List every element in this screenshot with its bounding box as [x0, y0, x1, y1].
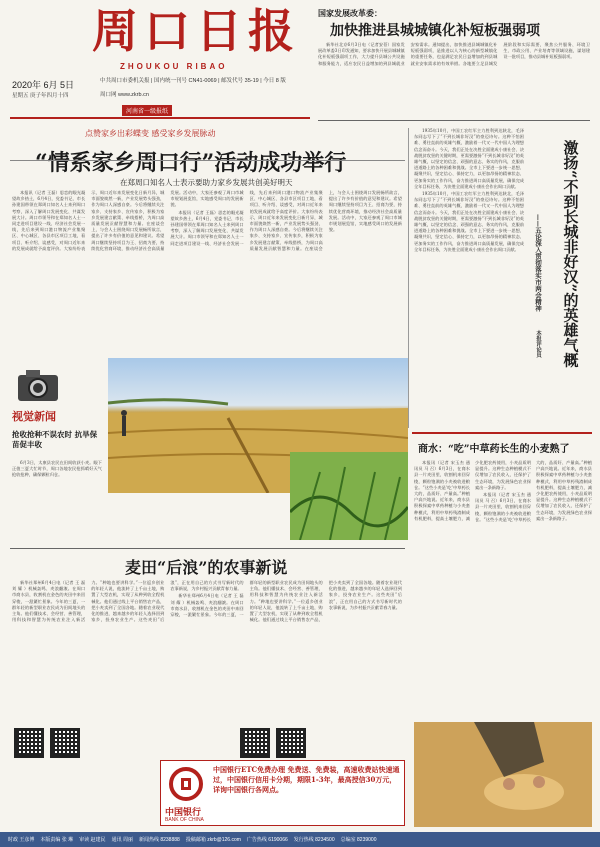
corn-photo: [290, 452, 408, 540]
camera-icon: [12, 365, 67, 405]
top-news-body: 新华社北京6月3日电（记者安蓓）国家发展改革委3日印发通知，要求加快开展县城城镇化补短板强弱项工作，大力提升县城公共设施和服务能力，适应农民日益增加的到县城就业安家需求。通知提出，加快推进县城城镇化补短板强弱项，是推进以人为核心的新型城镇化的重要任务，也是满足农民日益增加的到县城就业安家需求的有效举措。各地要立足县城发展阶段和实际需要，聚焦公共服务、环境卫生、市政公用、产业培育等领域设施，谋划建设一批项目，推动县城补短板强弱项。: [318, 42, 590, 66]
visual-news-caption: 6月3日，太康县农民在田间收获小麦。眼下正值三夏大忙时节，周口各地农民抢抓晴好天气抢收抢种，确保颗粒归仓。: [12, 460, 102, 478]
feature-body: 新华社郑州6月4日电（记者 王 磊 刘 耀 ）机械轰鸣、麦浪翻滚。在周口市商水县，收割机在金色的麦田中来回穿梭，一派繁忙景象。今年的三夏，一群年轻的新型职业农民成为田间地头的主角。他们懂技术、会经营、善管理，用科技和智慧为传统农业注入新活力。“种地也要讲科学。”一位返乡创业的年轻人说，他流转了上千亩土地，购置了大型农机，实现了从种到收全程机械化。他们通过线上平台销售农产品，把小麦卖到了全国各地。随着农业现代化的推进，越来越多的年轻人选择回到家乡，投身农业生产。这些麦田“后浪”，正在用自己的方式书写新时代的农事新说，为乡村振兴贡献青春力量。 新华社郑州6月4日电（记者 王 磊 刘 耀 ）机械轰鸣、麦浪翻滚。在周口市商水县，收割机在金色的麦田中来回穿梭，一派繁忙景象。今年的三夏，一群年轻的新型职业农民成为田间地头的主角。他们懂技术、会经营、善管理，用科技和智慧为传统农业注入新活力。“种地也要讲科学。”一位返乡创业的年轻人说，他流转了上千亩土地，购置了大型农机，实现了从种到收全程机械化。他们通过线上平台销售农产品，把小麦卖到了全国各地。随着农业现代化的推进，越来越多的年轻人选择回到家乡，投身农业生产。这些麦田“后浪”，正在用自己的方式书写新时代的农事新说，为乡村振兴贡献青春力量。: [12, 580, 402, 623]
top-news-divider: [318, 120, 590, 121]
issue-date: 2020年 6月 5日: [12, 80, 75, 90]
footer-item: 总编室 8239000: [340, 837, 377, 843]
editorial-vertical-subhead: ——五论深入贯彻落实市两会精神: [534, 214, 542, 312]
footer-item: 新闻热线 8238888: [138, 837, 180, 843]
website[interactable]: 周口网 www.zkrb.cn: [100, 92, 149, 98]
footer-item: 时政 王彦博: [8, 837, 35, 843]
footer-bar: [0, 832, 600, 847]
wheat-headline[interactable]: 商水：“吃”中草药长生的小麦熟了: [418, 444, 570, 455]
qr-code-1: [14, 728, 44, 758]
wheat-photo: [414, 722, 592, 827]
bank-ad[interactable]: [160, 760, 405, 826]
wheat-body: 本报讯（记者 宋玉杰 通讯员 马 召）6月3日，在商水县一片麦田里，收割机来回穿梭，颗粒饱满的小麦被收进粮仓。“这些小麦是‘吃’中草药长大的，品质好、产量高。”种植户高兴地说。近年来，商水县积极探索中草药种植与小麦套种模式，利用中草药残渣制成有机肥料，提高土壤肥力，减少化肥农药使用，小麦品质明显提升。这种生态种植模式不仅增加了农民收入，还保护了生态环境，为发展绿色农业探索出一条新路子。 本报讯（记者 宋玉杰 通讯员 马 召）6月3日，在商水县一片麦田里，收割机来回穿梭，颗粒饱满的小麦被收进粮仓。“这些小麦是‘吃’中草药长大的，品质好、产量高。”种植户高兴地说。近年来，商水县积极探索中草药种植与小麦套种模式，利用中草药残渣制成有机肥料，提高土壤肥力，减少化肥农药使用，小麦品质明显提升。这种生态种植模式不仅增加了农民收入，还保护了生态环境，为发展绿色农业探索出一条新路子。: [414, 460, 592, 522]
wheat-rule: [412, 432, 592, 434]
visual-news-title[interactable]: 抢收抢种不误农时 抗旱保苗促丰收: [12, 430, 98, 449]
ad-slogan: 中国银行ETC免费办理 免费送、免费装，高速收费站快速通过，中国银行信用卡分期，期限1-3年，最高授信30万元，详询中国银行各网点。: [213, 765, 400, 795]
col-divider: [408, 128, 409, 428]
lead-rule: [10, 160, 405, 161]
footer-item: 广告热线 6190066: [246, 837, 288, 843]
editorial-vertical-headline[interactable]: 激扬“不到长城非好汉”的英雄气概: [561, 140, 580, 368]
qr-code-2: [50, 728, 80, 758]
masthead-pinyin: ZHOUKOU RIBAO: [120, 62, 228, 71]
lead-subhead: 在郑周口知名人士表示要助力家乡发展共创美好明天: [120, 178, 293, 187]
lead-headline[interactable]: “情系家乡周口行”活动成功举行: [35, 150, 347, 176]
visual-news-label: 视觉新闻: [12, 411, 56, 423]
feature-headline[interactable]: 麦田“后浪”的农事新说: [125, 558, 288, 577]
editorial-author: 本报评论员: [535, 330, 541, 358]
footer-item: 本版责编 张 琳: [40, 837, 74, 843]
footer-item[interactable]: 投稿邮箱 zkrb@126.com: [185, 837, 241, 843]
lead-body: 本报讯（记者 王磊）思恋的眼光凝望故乡热土，6月4日，党委书记、市长孙建国带领在郑周口知名人士来到周口考察，深入了解周口发展变化、共谋发展大计。周口市领导和在郑知名人士一同走进项目建设一线、经济社会发展一线，先后来到周口港口物流产业集聚区、中心城区、各县市区项目工地，看项目、听介绍、谈感受，对周口近年来的发展成就给予高度评价。大家纷纷表示，周口近年来发展变化日新月异，城市面貌焕然一新，产业发展势头强劲，作为周口人深感自豪。今后将继续关注家乡、支持家乡、宣传家乡，积极为家乡发展建言献策、牵线搭桥，为周口高质量发展贡献智慧和力量。在座谈会上，与会人士围绕周口发展畅所欲言，提出了许多有价值的意见和建议。希望周口继续坚持项目为王、招商为要，持续优化营商环境，推动经济社会高质量发展。活动中，大家还参观了周口市城市规划展览馆，实地感受周口的发展新貌。 本报讯（记者 王磊）思恋的眼光凝望故乡热土，6月4日，党委书记、市长孙建国带领在郑周口知名人士来到周口考察，深入了解周口发展变化、共谋发展大计。周口市领导和在郑知名人士一同走进项目建设一线、经济社会发展一线，先后来到周口港口物流产业集聚区、中心城区、各县市区项目工地，看项目、听介绍、谈感受，对周口近年来的发展成就给予高度评价。大家纷纷表示，周口近年来发展变化日新月异，城市面貌焕然一新，产业发展势头强劲，作为周口人深感自豪。今后将继续关注家乡、支持家乡、宣传家乡，积极为家乡发展建言献策、牵线搭桥，为周口高质量发展贡献智慧和力量。在座谈会上，与会人士围绕周口发展畅所欲言，提出了许多有价值的意见和建议。希望周口继续坚持项目为王、招商为要，持续优化营商环境，推动经济社会高质量发展。活动中，大家还参观了周口市城市规划展览馆，实地感受周口的发展新貌。: [12, 190, 402, 251]
footer-item: 通讯 周丽: [111, 837, 133, 843]
footer-item: 发行热线 8234500: [293, 837, 335, 843]
top-news-kicker: 国家发展改革委：: [318, 8, 382, 18]
bank-logo-icon: [169, 767, 203, 801]
qr-code-4: [276, 728, 306, 758]
weekday-lunar: 星期五 庚子年四月十四: [12, 93, 69, 99]
issue-info: 中共周口市委机关报 | 国内统一刊号 CN41-0069 | 邮发代号 35-19 | 今日 8 版: [100, 78, 286, 84]
top-news-headline[interactable]: 加快推进县城城镇化补短板强弱项: [330, 23, 540, 39]
bank-en: BANK OF CHINA: [165, 817, 204, 823]
qr-code-3: [240, 728, 270, 758]
level-tag: 河南省一级报纸: [122, 105, 172, 116]
lead-kicker: 点赞家乡出彩蝶变 感受家乡发展脉动: [85, 129, 216, 138]
bank-name: 中国银行: [165, 808, 202, 818]
editorial-body: 1935年10月，中国工农红军主力胜利到达陕北，毛泽东同志写下了“不到长城非好汉”的豪迈诗句。这种不怕困难、勇往直前的英雄气概，激励着一代又一代中国人为理想信念而奋斗。今天，我们正处在决胜全面建成小康社会、决战脱贫攻坚的关键时期，更需要激扬“不到长城非好汉”的英雄气概，以坚定的信念、顽强的意志、务实的作风，克服前进道路上的各种困难和挑战。全市上下要进一步统一思想、凝聚共识，坚定信心、保持定力，以更加昂扬的精神状态、更加务实的工作作风，奋力推进周口高质量发展，确保完成全年目标任务，为决胜全面建成小康社会作出周口贡献。 1935年10月，中国工农红军主力胜利到达陕北，毛泽东同志写下了“不到长城非好汉”的豪迈诗句。这种不怕困难、勇往直前的英雄气概，激励着一代又一代中国人为理想信念而奋斗。今天，我们正处在决胜全面建成小康社会、决战脱贫攻坚的关键时期，更需要激扬“不到长城非好汉”的英雄气概，以坚定的信念、顽强的意志、务实的作风，克服前进道路上的各种困难和挑战。全市上下要进一步统一思想、凝聚共识，坚定信心、保持定力，以更加昂扬的精神状态、更加务实的工作作风，奋力推进周口高质量发展，确保完成全年目标任务，为决胜全面建成小康社会作出周口贡献。: [414, 128, 524, 252]
masthead-divider: [10, 117, 310, 119]
masthead-title: 周口日报: [92, 4, 300, 58]
feature-rule: [10, 548, 405, 549]
footer-item: 审读 赵建民: [79, 837, 106, 843]
